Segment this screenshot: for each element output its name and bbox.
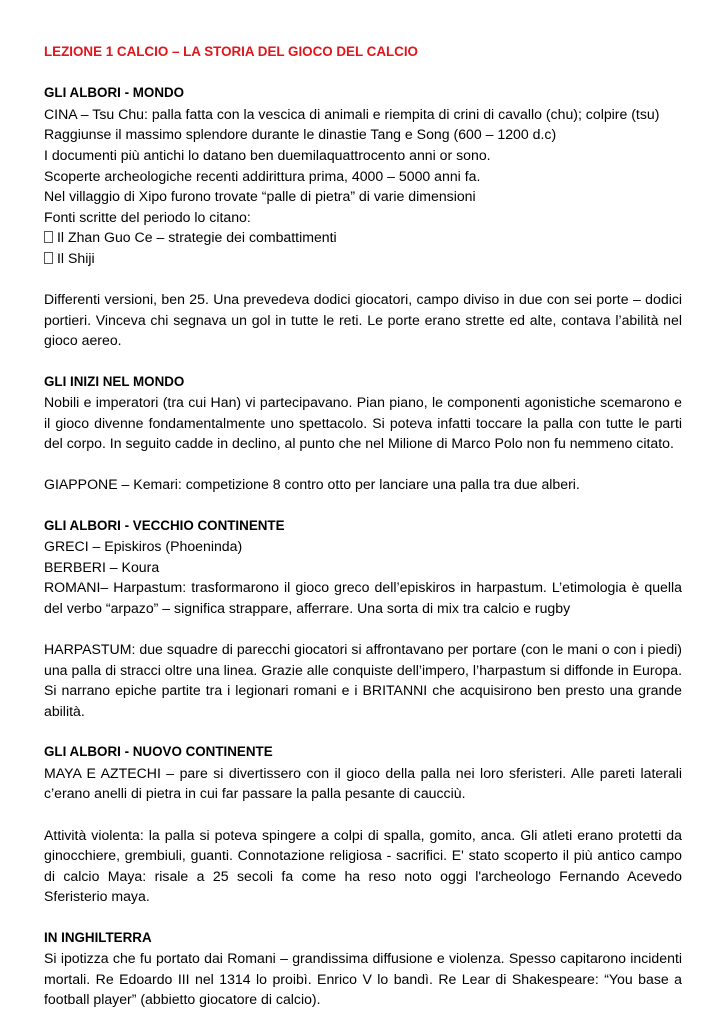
bullet-icon [44,252,53,264]
text-line: BERBERI – Koura [44,558,160,575]
text-line: Raggiunse il massimo splendore durante le dinastie Tang e Song (600 – 1200 d.c) [44,126,557,143]
bullet-item [44,248,682,269]
bullet-text: Il Shiji [57,249,95,266]
text-line: I documenti più antichi lo datano ben duemilaquattrocento anni or sono. [44,146,491,163]
paragraph: MAYA E AZTECHI – pare si divertissero con il gioco della palla nei loro sferisteri. Alle pareti laterali c’erano anelli di pietra in cui far passare la palla pesante di caucciù. [44,764,682,802]
paragraph: Differenti versioni, ben 25. Una prevedeva dodici giocatori, campo diviso in due con sei porte – dodici portieri. Vinceva chi segnava un gol in tutte le reti. Le porte erano strette ed alte, contava l’abilità nel gioco aereo. [44,291,682,349]
spacer [44,619,682,640]
heading-albori-mondo: GLI ALBORI - MONDO [44,85,185,101]
paragraph: ROMANI– Harpastum: trasformarono il gioco greco dell’episkiros in harpastum. L’etimologia è quella del verbo “arpazo” – significa strappare, afferrare. Una sorta di mix tra calcio e rugby [44,579,682,617]
spacer [44,722,682,743]
paragraph: Nobili e imperatori (tra cui Han) vi partecipavano. Pian piano, le componenti agonistiche scemarono e il gioco divenne fondamentalmente uno spettacolo. Si poteva infatti toccare la palla con tutte le parti del corpo. In seguito cadde in declino, al punto che nel Milione di Marco Polo non fu nemmeno citato. [44,394,682,452]
text-line: Fonti scritte del periodo lo citano: [44,208,251,225]
paragraph: Attività violenta: la palla si poteva spingere a colpi di spalla, gomito, anca. Gli atleti erano protetti da ginocchiere, grembiuli, guanti. Connotazione religiosa - sacrifici. E' stato scoperto il più antico campo di calcio Maya: risale a 25 secoli fa come ha reso noto oggi l'archeologo Fernando Acevedo Sferisterio maya. [44,826,682,905]
spacer [44,351,682,372]
paragraph: Si ipotizza che fu portato dai Romani – grandissima diffusione e violenza. Spesso capitarono incidenti mortali. Re Edoardo III nel 1314 lo proibì. Enrico V lo bandì. Re Lear di Shakespeare: “You base a football player” (abbietto giocatore di calcio). [44,950,682,1008]
bullet-text: Il Zhan Guo Ce – strategie dei combattimenti [57,229,337,246]
text-line: CINA – Tsu Chu: palla fatta con la vescica di animali e riempita di crini di cavallo (chu); colpire (tsu) [44,105,660,122]
text-line: GIAPPONE – Kemari: competizione 8 contro otto per lanciare una palla tra due alberi. [44,476,580,493]
spacer [44,804,682,825]
text-line: Scoperte archeologiche recenti addirittura prima, 4000 – 5000 anni fa. [44,167,481,184]
spacer [44,269,682,290]
text-line: GRECI – Episkiros (Phoeninda) [44,538,243,555]
heading-nuovo-continente: GLI ALBORI - NUOVO CONTINENTE [44,744,273,760]
document-body [44,42,682,1010]
heading-inizi-mondo: GLI INIZI NEL MONDO [44,373,185,389]
spacer [44,454,682,475]
spacer [44,495,682,516]
page-title: LEZIONE 1 CALCIO – LA STORIA DEL GIOCO DEL CALCIO [44,44,418,59]
paragraph: HARPASTUM: due squadre di parecchi giocatori si affrontavano per portare (con le mani o con i piedi) una palla di stracci oltre una linea. Grazie alle conquiste dell’impero, l’harpastum si diffonde in Europa. Si narrano epiche partite tra i legionari romani e i BRITANNI che acquisirono ben presto una grande abilità. [44,641,682,719]
spacer [44,907,682,928]
heading-vecchio-continente: GLI ALBORI - VECCHIO CONTINENTE [44,517,285,533]
bullet-item [44,227,682,248]
heading-inghilterra: IN INGHILTERRA [44,929,152,945]
bullet-icon [44,231,53,243]
text-line: Nel villaggio di Xipo furono trovate “palle di pietra” di varie dimensioni [44,188,476,205]
